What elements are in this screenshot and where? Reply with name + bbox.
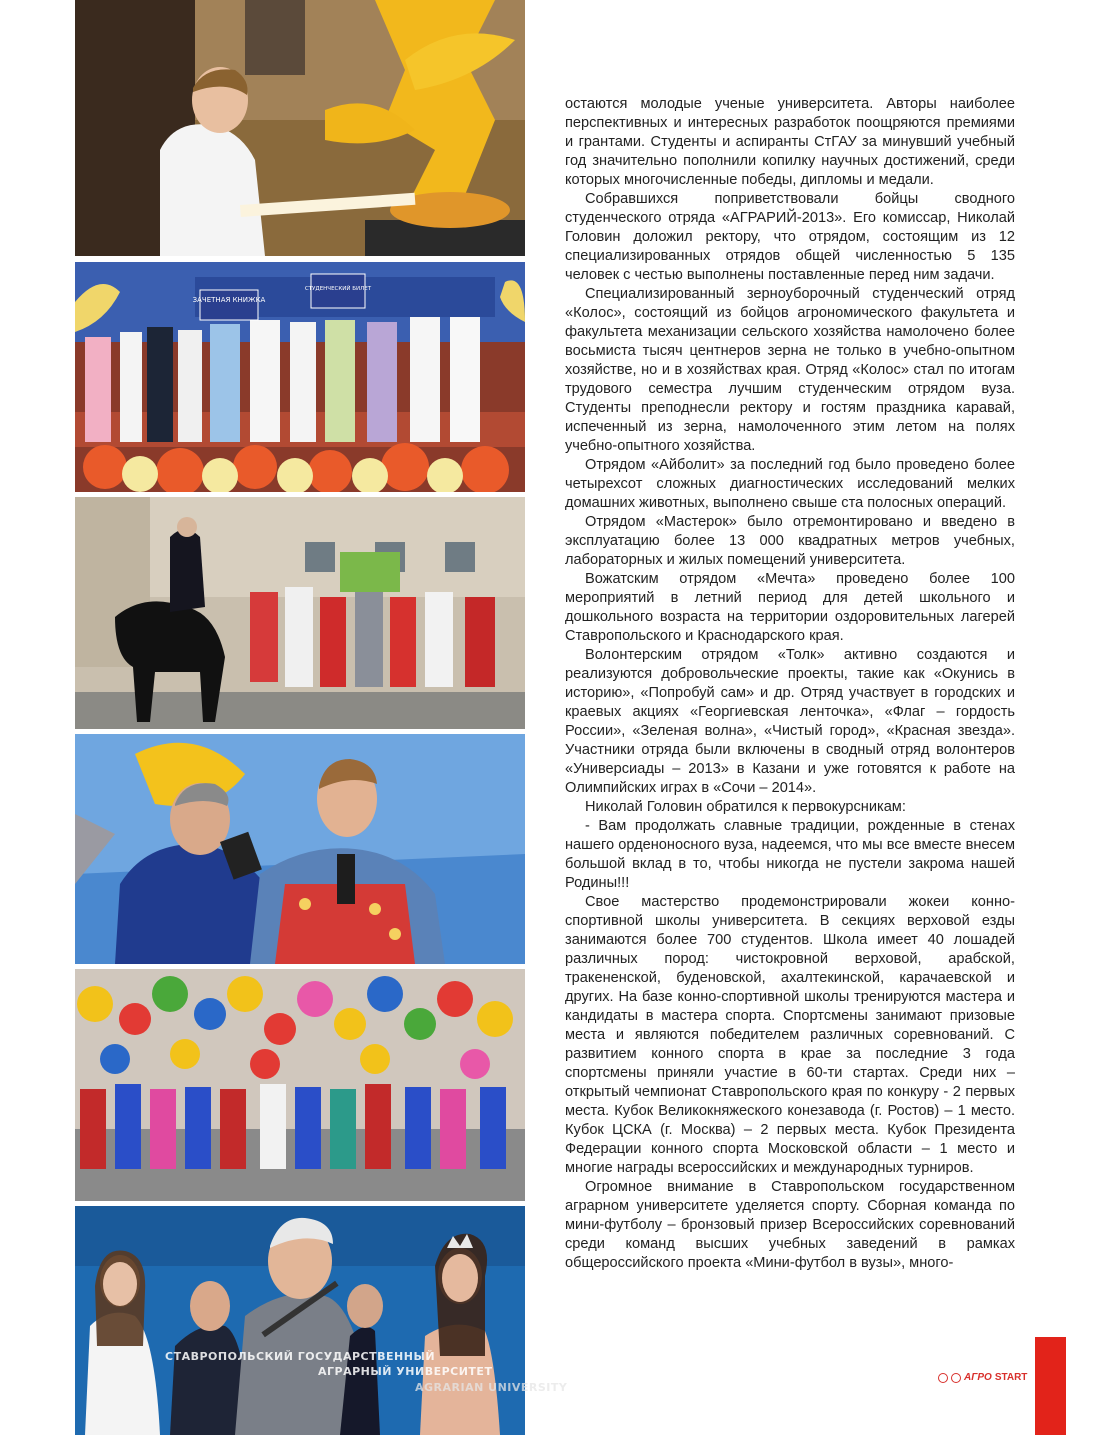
article-paragraph: Отрядом «Айболит» за последний год было проведено более четырехсот сложных диагностических исследований мелких домашних животных, выполнено свыше ста полосных операций. <box>565 457 1015 511</box>
stage-ceremony-photo <box>75 262 525 492</box>
article-paragraph: остаются молодые ученые университета. Авторы наиболее перспективных и интересных разработок поощряются премиями и грантами. Студенты и аспиранты СтГАУ за минувший учебный год значительно пополнили копилку научных достижений, среди которых многочисленные победы, дипломы и медали. <box>565 96 1015 188</box>
article-paragraph: Николай Головин обратился к первокурсникам: <box>585 799 906 815</box>
article-body <box>565 95 1015 1273</box>
page-edge-red-tab <box>1035 1337 1066 1435</box>
article-paragraph: Специализированный зерноуборочный студенческий отряд «Колос», состоящий из бойцов агрономического факультета и факультета механизации сельского хозяйства намолочено более восьмиста тысяч центнеров зерна не только в учебно-опытном хозяйстве, но и в хозяйствах края. Отряд «Колос» стал по итогам трудового семестра лучшим студенческим отрядом вуза. Студенты преподнесли ректору и гостям праздника каравай, испеченный из зерна, намолоченного этим летом на полях учебно-опытного хозяйства. <box>565 286 1015 454</box>
agrostart-logo <box>938 1372 1027 1383</box>
article-paragraph: Свое мастерство продемонстрировали жокеи конно-спортивной школы университета. В секциях верховой езды занимаются более 700 студентов. Школа имеет 40 лошадей различных пород: чистокровной верховой, арабской, тракененской, буденовской, ахалтекинской, карачаевской и других. На базе конно-спортивной школы тренируются мастера и кандидаты в мастера спорта. Спортсмены занимают призовые места и являются победителем различных соревнований. С развитием конного спорта в крае за последние 3 года спортсмены приняли участие в 60-ти стартах. Среди них – открытый чемпионат Ставропольского края по конкуру - 2 первых места. Кубок Великокняжеского конезавода (г. Ростов) – 1 место. Кубок ЦСКА (г. Москва) – 2 первых места. Кубок Президента Федерации конного спорта Московской области – 1 место и многие награды всероссийских и международных турниров. <box>565 894 1015 1176</box>
caption-university-name-english: AGRARIAN UNIVERSITY <box>415 1381 568 1394</box>
caption-university-name-line2: АГРАРНЫЙ УНИВЕРСИТЕТ <box>318 1365 493 1378</box>
stage-sign-student-card: СТУДЕНЧЕСКИЙ БИЛЕТ <box>304 286 372 292</box>
article-paragraph: - Вам продолжать славные традиции, рожденные в стенах нашего орденоносного вуза, надеемся, что мы все вместе внесем большой вклад в то, чтобы никогда не пустели закрома нашей Родины!!! <box>565 818 1015 891</box>
brand-agro-text: АГРО <box>964 1372 992 1383</box>
stage-sign-record-book: ЗАЧЕТНАЯ КНИЖКА <box>192 296 266 304</box>
balloon-parade-photo <box>75 969 525 1201</box>
caption-university-name-line1: СТАВРОПОЛЬСКИЙ ГОСУДАРСТВЕННЫЙ <box>165 1350 436 1363</box>
torch-bearer-photo <box>75 0 525 256</box>
speaker-at-microphone-photo <box>75 1206 525 1435</box>
article-paragraph: Огромное внимание в Ставропольском государственном аграрном университете уделяется спорту. Сборная команда по мини-футболу – бронзовый призер Всероссийских соревнований среди команд высших учебных заведений в рамках общероссийского проекта «Мини-футбол в вузы», много- <box>565 1179 1015 1271</box>
photo-column <box>75 0 525 1435</box>
article-paragraph: Отрядом «Мастерок» было отремонтировано и введено в эксплуатацию более 13 000 квадратных метров учебных, лабораторных и жилых помещений университета. <box>565 514 1015 568</box>
article-paragraph: Собравшихся поприветствовали бойцы сводного студенческого отряда «АГРАРИЙ-2013». Его комиссар, Николай Головин доложил ректору, что отрядом, состоящим из 12 специализированных отрядов общей численностью 5 135 человек с честью выполнены поставленные перед ним задачи. <box>565 191 1015 283</box>
brand-start-text: START <box>994 1372 1028 1383</box>
article-paragraph: Волонтерским отрядом «Толк» активно создаются и реализуются добровольческие проекты, такие как «Окунись в историю», «Попробуй сам» и др. Отряд участвует в городских и краевых акциях «Георгиевская ленточка», «Флаг – гордость России», «Зеленая волна», «Чистый город», «Красная звезда». Участники отряда были включены в сводный отряд волонтеров «Универсиады – 2013» в Казани и уже готовятся к работе на Олимпийских играх в «Сочи – 2014». <box>565 647 1015 796</box>
circle-logo-icon <box>951 1373 961 1383</box>
article-paragraph: Вожатским отрядом «Мечта» проведено более 100 мероприятий в летний период для детей школьного и дошкольного возраста на территории оздоровительных лагерей Ставропольского и Краснодарского края. <box>565 571 1015 644</box>
rider-parade-photo <box>75 497 525 729</box>
rector-with-commissar-photo <box>75 734 525 964</box>
circle-logo-icon <box>938 1373 948 1383</box>
